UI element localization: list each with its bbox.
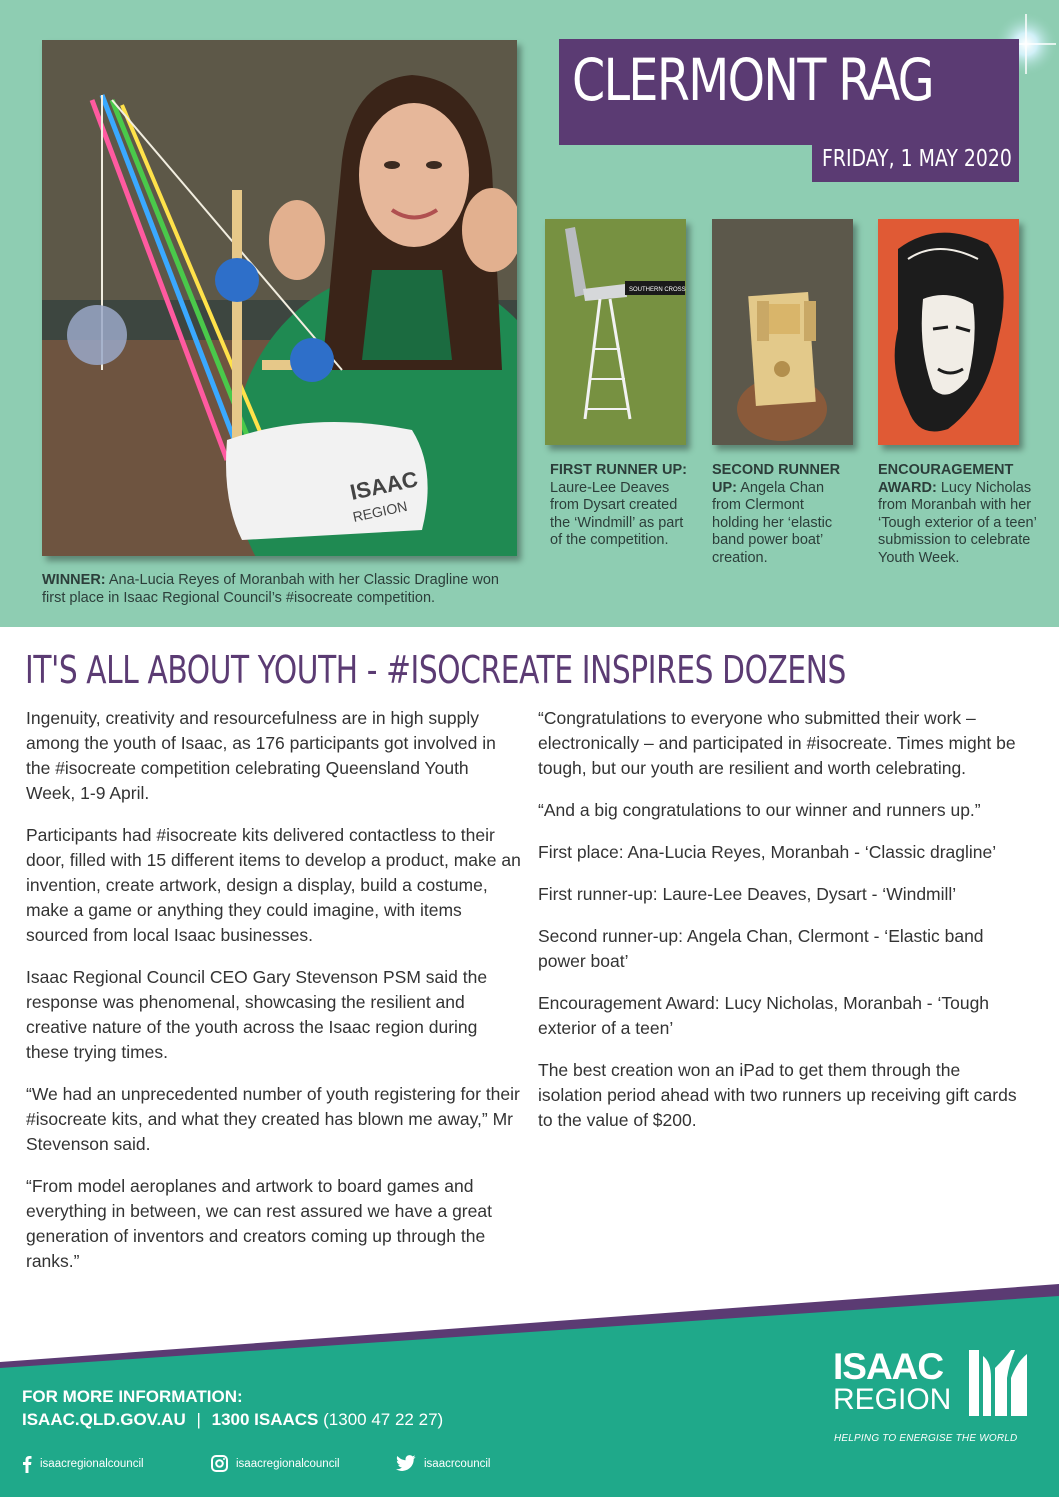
separator: | [196,1410,201,1429]
paragraph: Ingenuity, creativity and resourcefulness are in high supply among the youth of Isaac, as 176 participants got involved in the #isocreate competition celebrating Queensland Youth Week, 1-9 April. [26,708,496,803]
facebook-handle: isaacregionalcouncil [40,1458,144,1470]
paragraph: First runner-up: Laure-Lee Deaves, Dysart - ‘Windmill’ [538,884,957,904]
twitter-link[interactable] [396,1455,490,1472]
article-right-column [538,706,1028,1150]
paragraph: “Congratulations to everyone who submitted their work – electronically – and participated in #isocreate. Times might be tough, but our youth are resilient and worth celebrating. [538,708,1016,778]
windmill-photo [545,219,686,445]
second-runner-up-caption: SECOND RUNNER UP: Angela Chan from Clermont holding her ‘elastic band power boat’ creation. [712,462,841,566]
twitter-icon [396,1455,416,1472]
boat-photo [712,219,853,445]
article-headline: IT'S ALL ABOUT YOUTH - #ISOCREATE INSPIRES DOZENS [25,648,846,692]
logo-tagline: HELPING TO ENERGISE THE WORLD [834,1433,1018,1444]
paragraph: “From model aeroplanes and artwork to board games and everything in between, we can rest assured we have a great generation of inventors and creators coming up through the ranks.” [26,1176,492,1271]
logo-mark-icon [969,1348,1027,1418]
instagram-link[interactable] [211,1455,340,1472]
paragraph: First place: Ana-Lucia Reyes, Moranbah - ‘Classic dragline’ [538,842,997,862]
paragraph: “We had an unprecedented number of youth registering for their #isocreate kits, and what they created has blown me away,” Mr Stevenson said. [26,1084,520,1154]
box-brand-text-1: ISAAC [347,466,420,505]
winner-photo [42,40,517,556]
info-label: FOR MORE INFORMATION: [22,1387,243,1406]
instagram-icon [211,1455,228,1472]
paragraph: “And a big congratulations to our winner and runners up.” [538,800,981,820]
paragraph: Second runner-up: Angela Chan, Clermont - ‘Elastic band power boat’ [538,926,984,971]
phone-link[interactable]: 1300 ISAACS [211,1410,319,1429]
website-link[interactable]: ISAAC.QLD.GOV.AU [22,1410,186,1429]
paragraph: Encouragement Award: Lucy Nicholas, Moranbah - ‘Tough exterior of a teen’ [538,993,990,1038]
twitter-handle: isaacrcouncil [424,1457,491,1470]
logo-line-2: REGION [833,1383,952,1416]
article-left-column [26,706,521,1291]
windmill-tail-text: SOUTHERN CROSS [629,287,686,293]
issue-date: FRIDAY, 1 MAY 2020 [822,146,1012,172]
box-brand-text-2: REGION [351,497,409,525]
facebook-link[interactable] [22,1455,144,1473]
encouragement-caption: ENCOURAGEMENT AWARD: Lucy Nicholas from Moranbah with her ‘Tough exterior of a teen’ submission to celebrate Youth Week. [878,462,1037,566]
contact-line [22,1410,443,1430]
artwork-photo [878,219,1019,445]
facebook-icon [22,1455,32,1473]
paragraph: The best creation won an iPad to get them through the isolation period ahead with two runners up receiving gift cards to the value of $200. [538,1060,1017,1130]
paragraph: Isaac Regional Council CEO Gary Stevenson PSM said the response was phenomenal, showcasing the resilient and creative nature of the youth across the Isaac region during these trying times. [26,967,488,1062]
paragraph: Participants had #isocreate kits delivered contactless to their door, filled with 15 different items to develop a product, make an invention, create artwork, design a display, build a costume, make a game or anything they could imagine, with items sourced from local Isaac businesses. [26,825,521,945]
first-runner-up-caption: FIRST RUNNER UP: Laure-Lee Deaves from Dysart created the ‘Windmill’ as part of the competition. [550,462,687,548]
logo-line-1: ISAAC [833,1346,944,1387]
phone-numeric: (1300 47 22 27) [323,1410,444,1429]
winner-caption: WINNER: Ana-Lucia Reyes of Moranbah with her Classic Dragline won first place in Isaac Regional Council’s #isocreate competition. [42,572,499,606]
masthead-title: CLERMONT RAG [572,46,934,114]
instagram-handle: isaacregionalcouncil [236,1457,340,1470]
